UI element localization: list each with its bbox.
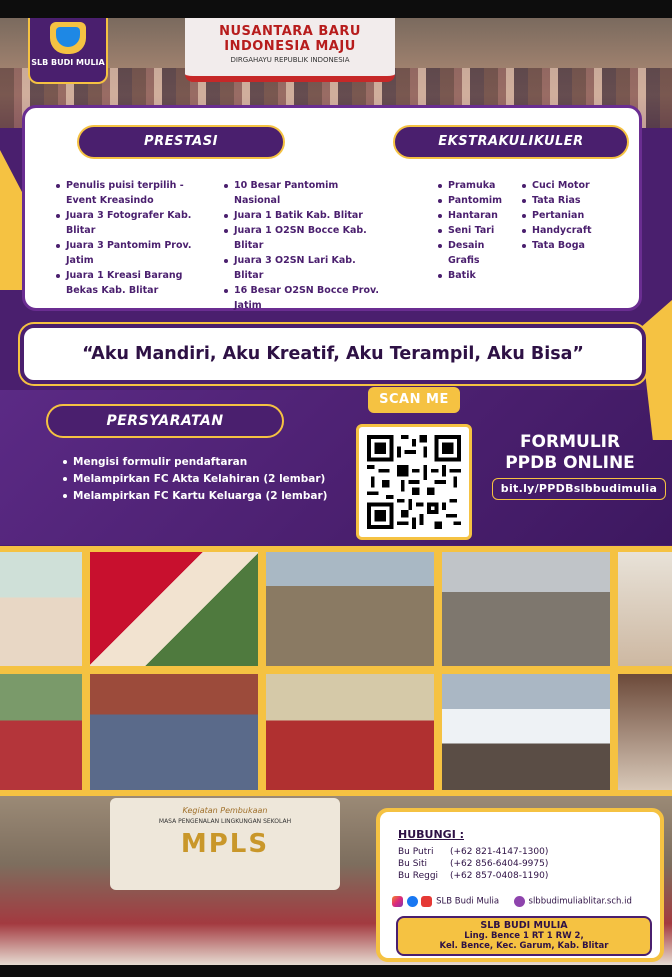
list-item: Tata Rias — [521, 193, 621, 208]
school-logo-tag — [28, 18, 108, 84]
formulir-title — [490, 432, 650, 474]
social-row — [392, 896, 662, 912]
list-item: Hantaran — [437, 208, 517, 223]
persyaratan-heading: PERSYARATAN — [46, 404, 284, 438]
banner-line-1: NUSANTARA BARU — [219, 24, 361, 39]
banner-line-2: INDONESIA MAJU — [224, 39, 356, 54]
mpls-line-2: MASA PENGENALAN LINGKUNGAN SEKOLAH — [158, 818, 292, 825]
independence-banner — [185, 18, 395, 82]
list-item: Juara 1 O2SN Bocce Kab. Blitar — [223, 223, 383, 253]
list-item: Tata Boga — [521, 238, 621, 253]
list-item: Pramuka — [437, 178, 517, 193]
photo-student-smile — [616, 550, 672, 668]
list-item: Cuci Motor — [521, 178, 621, 193]
mpls-line-3: MPLS — [180, 829, 270, 859]
photo-student-plant — [88, 550, 260, 668]
list-item: Penulis puisi terpilih - Event Kreasindo — [55, 178, 215, 208]
contact-phone[interactable]: (+62 857-0408-1190) — [450, 871, 549, 881]
contact-name: Bu Siti — [398, 859, 427, 869]
contact-row — [398, 870, 548, 882]
formulir-line-1: FORMULIR — [519, 432, 621, 452]
list-item: Juara 3 Fotografer Kab. Blitar — [55, 208, 215, 238]
website-icon — [514, 896, 525, 907]
motto-box: “Aku Mandiri, Aku Kreatif, Aku Terampil, Aku Bisa” — [20, 324, 646, 384]
website-link[interactable]: slbbudimuliablitar.sch.id — [528, 896, 632, 907]
social-name: SLB Budi Mulia — [436, 896, 500, 907]
photo-group-outdoor — [88, 672, 260, 792]
accent-left-shape — [0, 150, 22, 290]
contact-card — [376, 808, 664, 962]
list-item: Mengisi formulir pendaftaran — [62, 454, 352, 471]
bottom-black-bar — [0, 965, 672, 977]
instagram-icon[interactable] — [392, 896, 403, 907]
prestasi-ekstra-card — [22, 105, 642, 311]
photo-gardening — [264, 550, 436, 668]
list-item: Pertanian — [521, 208, 621, 223]
photo-poster-session — [264, 672, 436, 792]
formulir-line-2: PPDB ONLINE — [505, 453, 635, 473]
mpls-board — [110, 798, 340, 890]
school-emblem-icon — [50, 22, 86, 54]
scan-me-label: SCAN ME — [368, 387, 460, 413]
mpls-line-1: Kegiatan Pembukaan — [182, 806, 268, 815]
list-item: Juara 3 O2SN Lari Kab. Blitar — [223, 253, 383, 283]
list-item: 10 Besar Pantomim Nasional — [223, 178, 383, 208]
photo-classroom — [0, 550, 84, 668]
photo-activity — [616, 672, 672, 792]
persyaratan-list — [62, 454, 352, 505]
address-line-1: Ling. Bence 1 RT 1 RW 2, — [464, 931, 584, 941]
list-item: Melampirkan FC Kartu Keluarga (2 lembar) — [62, 488, 352, 505]
list-item: Desain Grafis — [437, 238, 517, 268]
top-black-bar — [0, 0, 672, 18]
contact-row — [398, 846, 548, 858]
contact-phone[interactable]: (+62 856-6404-9975) — [450, 859, 549, 869]
list-item: Pantomim — [437, 193, 517, 208]
photo-students-line — [0, 672, 84, 792]
list-item: Juara 1 Batik Kab. Blitar — [223, 208, 383, 223]
youtube-icon[interactable] — [421, 896, 432, 907]
facebook-icon[interactable] — [407, 896, 418, 907]
prestasi-list-1 — [55, 178, 215, 298]
contact-phone[interactable]: (+62 821-4147-1300) — [450, 847, 549, 857]
list-item: 16 Besar O2SN Bocce Prov. Jatim — [223, 283, 383, 313]
list-item: Seni Tari — [437, 223, 517, 238]
list-item: Batik — [437, 268, 517, 283]
contact-name: Bu Reggi — [398, 871, 439, 881]
ekstra-list-1 — [437, 178, 517, 283]
banner-line-3: DIRGAHAYU REPUBLIK INDONESIA — [230, 56, 350, 64]
list-item: Handycraft — [521, 223, 621, 238]
school-name: SLB BUDI MULIA — [480, 920, 568, 931]
contact-rows — [398, 846, 548, 882]
list-item: Melampirkan FC Akta Kelahiran (2 lembar) — [62, 471, 352, 488]
list-item: Juara 3 Pantomim Prov. Jatim — [55, 238, 215, 268]
photo-planting — [440, 550, 612, 668]
prestasi-list-2 — [223, 178, 383, 313]
contact-heading: HUBUNGI : — [398, 828, 465, 841]
address-box — [396, 916, 652, 956]
prestasi-heading: PRESTASI — [77, 125, 285, 159]
address-line-2: Kel. Bence, Kec. Garum, Kab. Blitar — [439, 941, 609, 951]
qr-code[interactable] — [356, 424, 472, 540]
contact-name: Bu Putri — [398, 847, 434, 857]
list-item: Juara 1 Kreasi Barang Bekas Kab. Blitar — [55, 268, 215, 298]
photo-grid — [0, 546, 672, 796]
ekstrakulikuler-heading: EKSTRAKULIKULER — [393, 125, 629, 159]
contact-row — [398, 858, 548, 870]
ekstra-list-2 — [521, 178, 621, 253]
qr-code-icon — [367, 435, 461, 529]
logo-text: SLB BUDI MULIA — [31, 58, 105, 67]
ppdb-form-link[interactable]: bit.ly/PPDBslbbudimulia — [492, 478, 666, 500]
photo-banner-group — [440, 672, 612, 792]
